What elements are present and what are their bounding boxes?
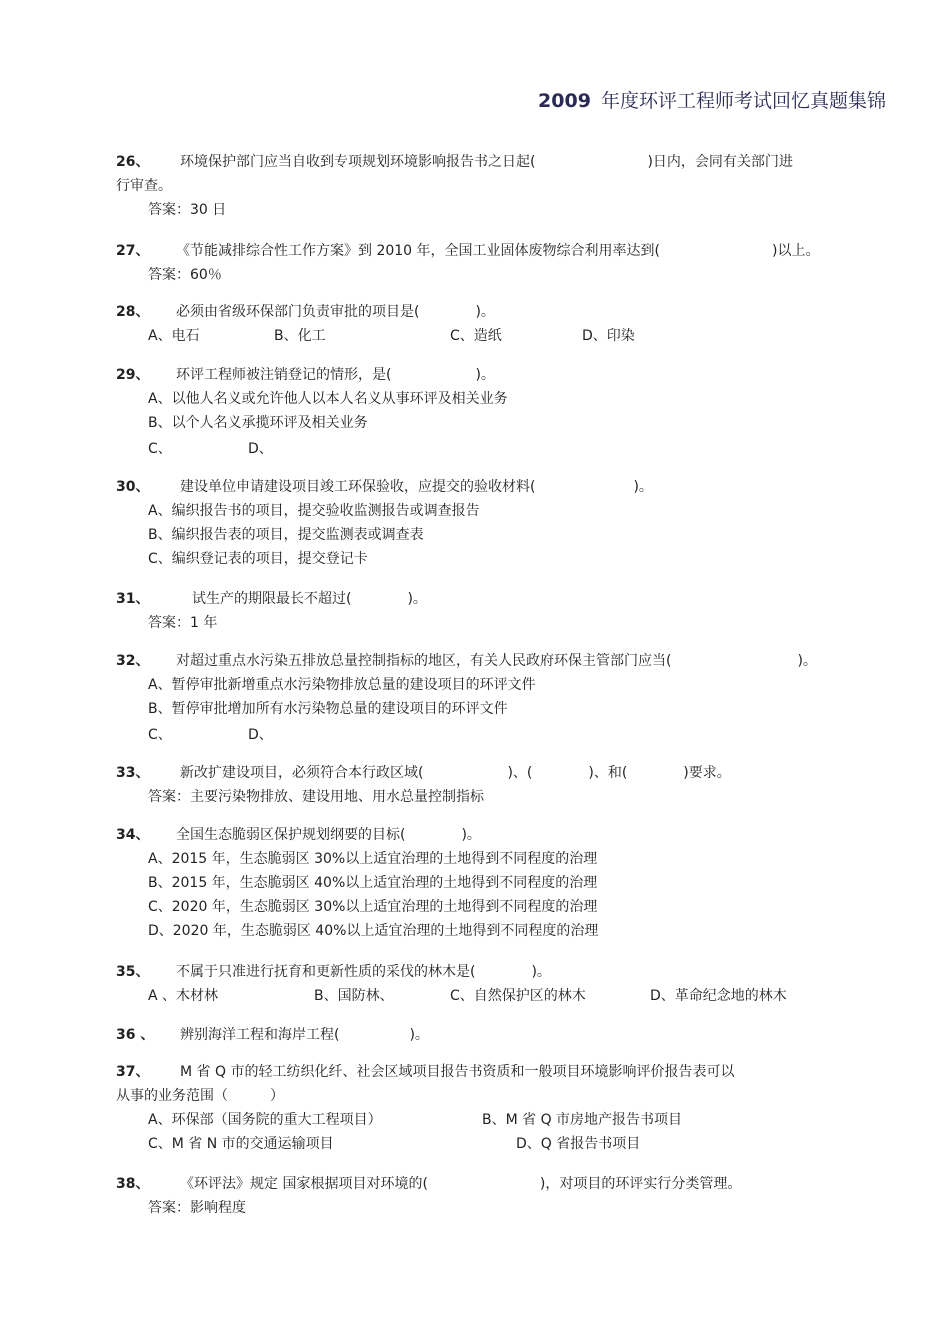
option-b: B、国防林、 [314, 988, 394, 1004]
question-number: 31、 [116, 591, 150, 607]
option-d: D、2020 年，生态脆弱区 40%以上适宜治理的土地得到不同程度的治理 [148, 923, 599, 939]
question-text: 建设单位申请建设项目竣工环保验收，应提交的验收材料( )。 [180, 479, 653, 495]
question-35 [116, 960, 856, 1008]
answer-text: 答案：影响程度 [148, 1200, 246, 1216]
question-text: 全国生态脆弱区保护规划纲要的目标( )。 [176, 827, 481, 843]
question-text: 环境保护部门应当自收到专项规划环境影响报告书之日起( )日内，会同有关部门进 [180, 154, 793, 170]
option-a: A、电石 [148, 328, 200, 344]
option-a: A、以他人名义或允许他人以本人名义从事环评及相关业务 [148, 391, 508, 407]
option-b: B、编织报告表的项目，提交监测表或调查表 [148, 527, 424, 543]
question-29 [116, 363, 856, 461]
question-38 [116, 1172, 856, 1220]
question-number: 38、 [116, 1176, 150, 1192]
question-number: 33、 [116, 765, 150, 781]
question-number: 30、 [116, 479, 150, 495]
question-text: 《节能减排综合性工作方案》到 2010 年，全国工业固体废物综合利用率达到( )以上。 [176, 243, 820, 259]
option-a: A、编织报告书的项目，提交验收监测报告或调查报告 [148, 503, 480, 519]
option-a: A、2015 年，生态脆弱区 30%以上适宜治理的土地得到不同程度的治理 [148, 851, 598, 867]
answer-text: 答案：主要污染物排放、建设用地、用水总量控制指标 [148, 789, 484, 805]
option-row [148, 984, 856, 1008]
question-number: 26、 [116, 154, 150, 170]
question-number: 35、 [116, 964, 150, 980]
question-text: 不属于只准进行抚育和更新性质的采伐的林木是( )。 [176, 964, 551, 980]
question-number: 29、 [116, 367, 150, 383]
option-row [148, 1132, 856, 1156]
option-a: A、暂停审批新增重点水污染物排放总量的建设项目的环评文件 [148, 677, 536, 693]
option-c: C、编织登记表的项目，提交登记卡 [148, 551, 368, 567]
question-text: 新改扩建设项目，必须符合本行政区域( )、( )、和( )要求。 [180, 765, 731, 781]
question-number: 27、 [116, 243, 150, 259]
question-text: 环评工程师被注销登记的情形，是( )。 [176, 367, 495, 383]
option-row [148, 324, 856, 348]
option-row [148, 1108, 856, 1132]
option-row [148, 723, 856, 747]
option-b: B、暂停审批增加所有水污染物总量的建设项目的环评文件 [148, 701, 508, 717]
option-c: C、 [148, 727, 172, 743]
question-33 [116, 761, 856, 809]
question-number: 37、 [116, 1064, 150, 1080]
option-b: B、M 省 Q 市房地产报告书项目 [482, 1112, 683, 1128]
option-c: C、自然保护区的林木 [450, 988, 586, 1004]
header-year: 2009 [538, 90, 591, 112]
option-d: D、 [248, 727, 273, 743]
option-c: C、M 省 N 市的交通运输项目 [148, 1136, 334, 1152]
question-text: M 省 Q 市的轻工纺织化纤、社会区域项目报告书资质和一般项目环境影响评价报告表可以 [180, 1064, 735, 1080]
question-36 [116, 1023, 856, 1047]
question-32 [116, 649, 856, 747]
question-number: 34、 [116, 827, 150, 843]
question-28 [116, 300, 856, 348]
option-d: D、革命纪念地的林木 [650, 988, 787, 1004]
option-d: D、印染 [582, 328, 635, 344]
option-b: B、以个人名义承揽环评及相关业务 [148, 415, 368, 431]
question-continuation: 行审查。 [116, 178, 172, 194]
question-text: 对超过重点水污染五排放总量控制指标的地区，有关人民政府环保主管部门应当( )。 [176, 653, 817, 669]
question-number: 28、 [116, 304, 150, 320]
question-number: 36 、 [116, 1027, 155, 1043]
question-text: 《环评法》规定 国家根据项目对环境的( )，对项目的环评实行分类管理。 [180, 1176, 742, 1192]
question-30 [116, 475, 856, 571]
option-c: C、造纸 [450, 328, 502, 344]
question-continuation: 从事的业务范围（ ） [116, 1088, 284, 1104]
answer-text: 答案：1 年 [148, 615, 218, 631]
option-d: D、 [248, 441, 273, 457]
option-row [148, 437, 856, 461]
option-b: B、化工 [274, 328, 326, 344]
option-b: B、2015 年，生态脆弱区 40%以上适宜治理的土地得到不同程度的治理 [148, 875, 598, 891]
document-header [538, 86, 886, 113]
question-34 [116, 823, 856, 943]
option-c: C、2020 年，生态脆弱区 30%以上适宜治理的土地得到不同程度的治理 [148, 899, 598, 915]
option-c: C、 [148, 441, 172, 457]
question-number: 32、 [116, 653, 150, 669]
answer-text: 答案：60％ [148, 267, 222, 283]
answer-text: 答案：30 日 [148, 202, 227, 218]
option-a: A 、木材林 [148, 988, 219, 1004]
option-a: A、环保部（国务院的重大工程项目） [148, 1112, 382, 1128]
question-27 [116, 239, 856, 287]
question-31 [116, 587, 856, 635]
header-title: 年度环评工程师考试回忆真题集锦 [600, 90, 886, 112]
question-text: 试生产的期限最长不超过( )。 [192, 591, 427, 607]
question-26 [116, 150, 856, 222]
option-d: D、Q 省报告书项目 [516, 1136, 641, 1152]
question-37 [116, 1060, 856, 1156]
question-text: 辨别海洋工程和海岸工程( )。 [180, 1027, 429, 1043]
question-text: 必须由省级环保部门负责审批的项目是( )。 [176, 304, 495, 320]
